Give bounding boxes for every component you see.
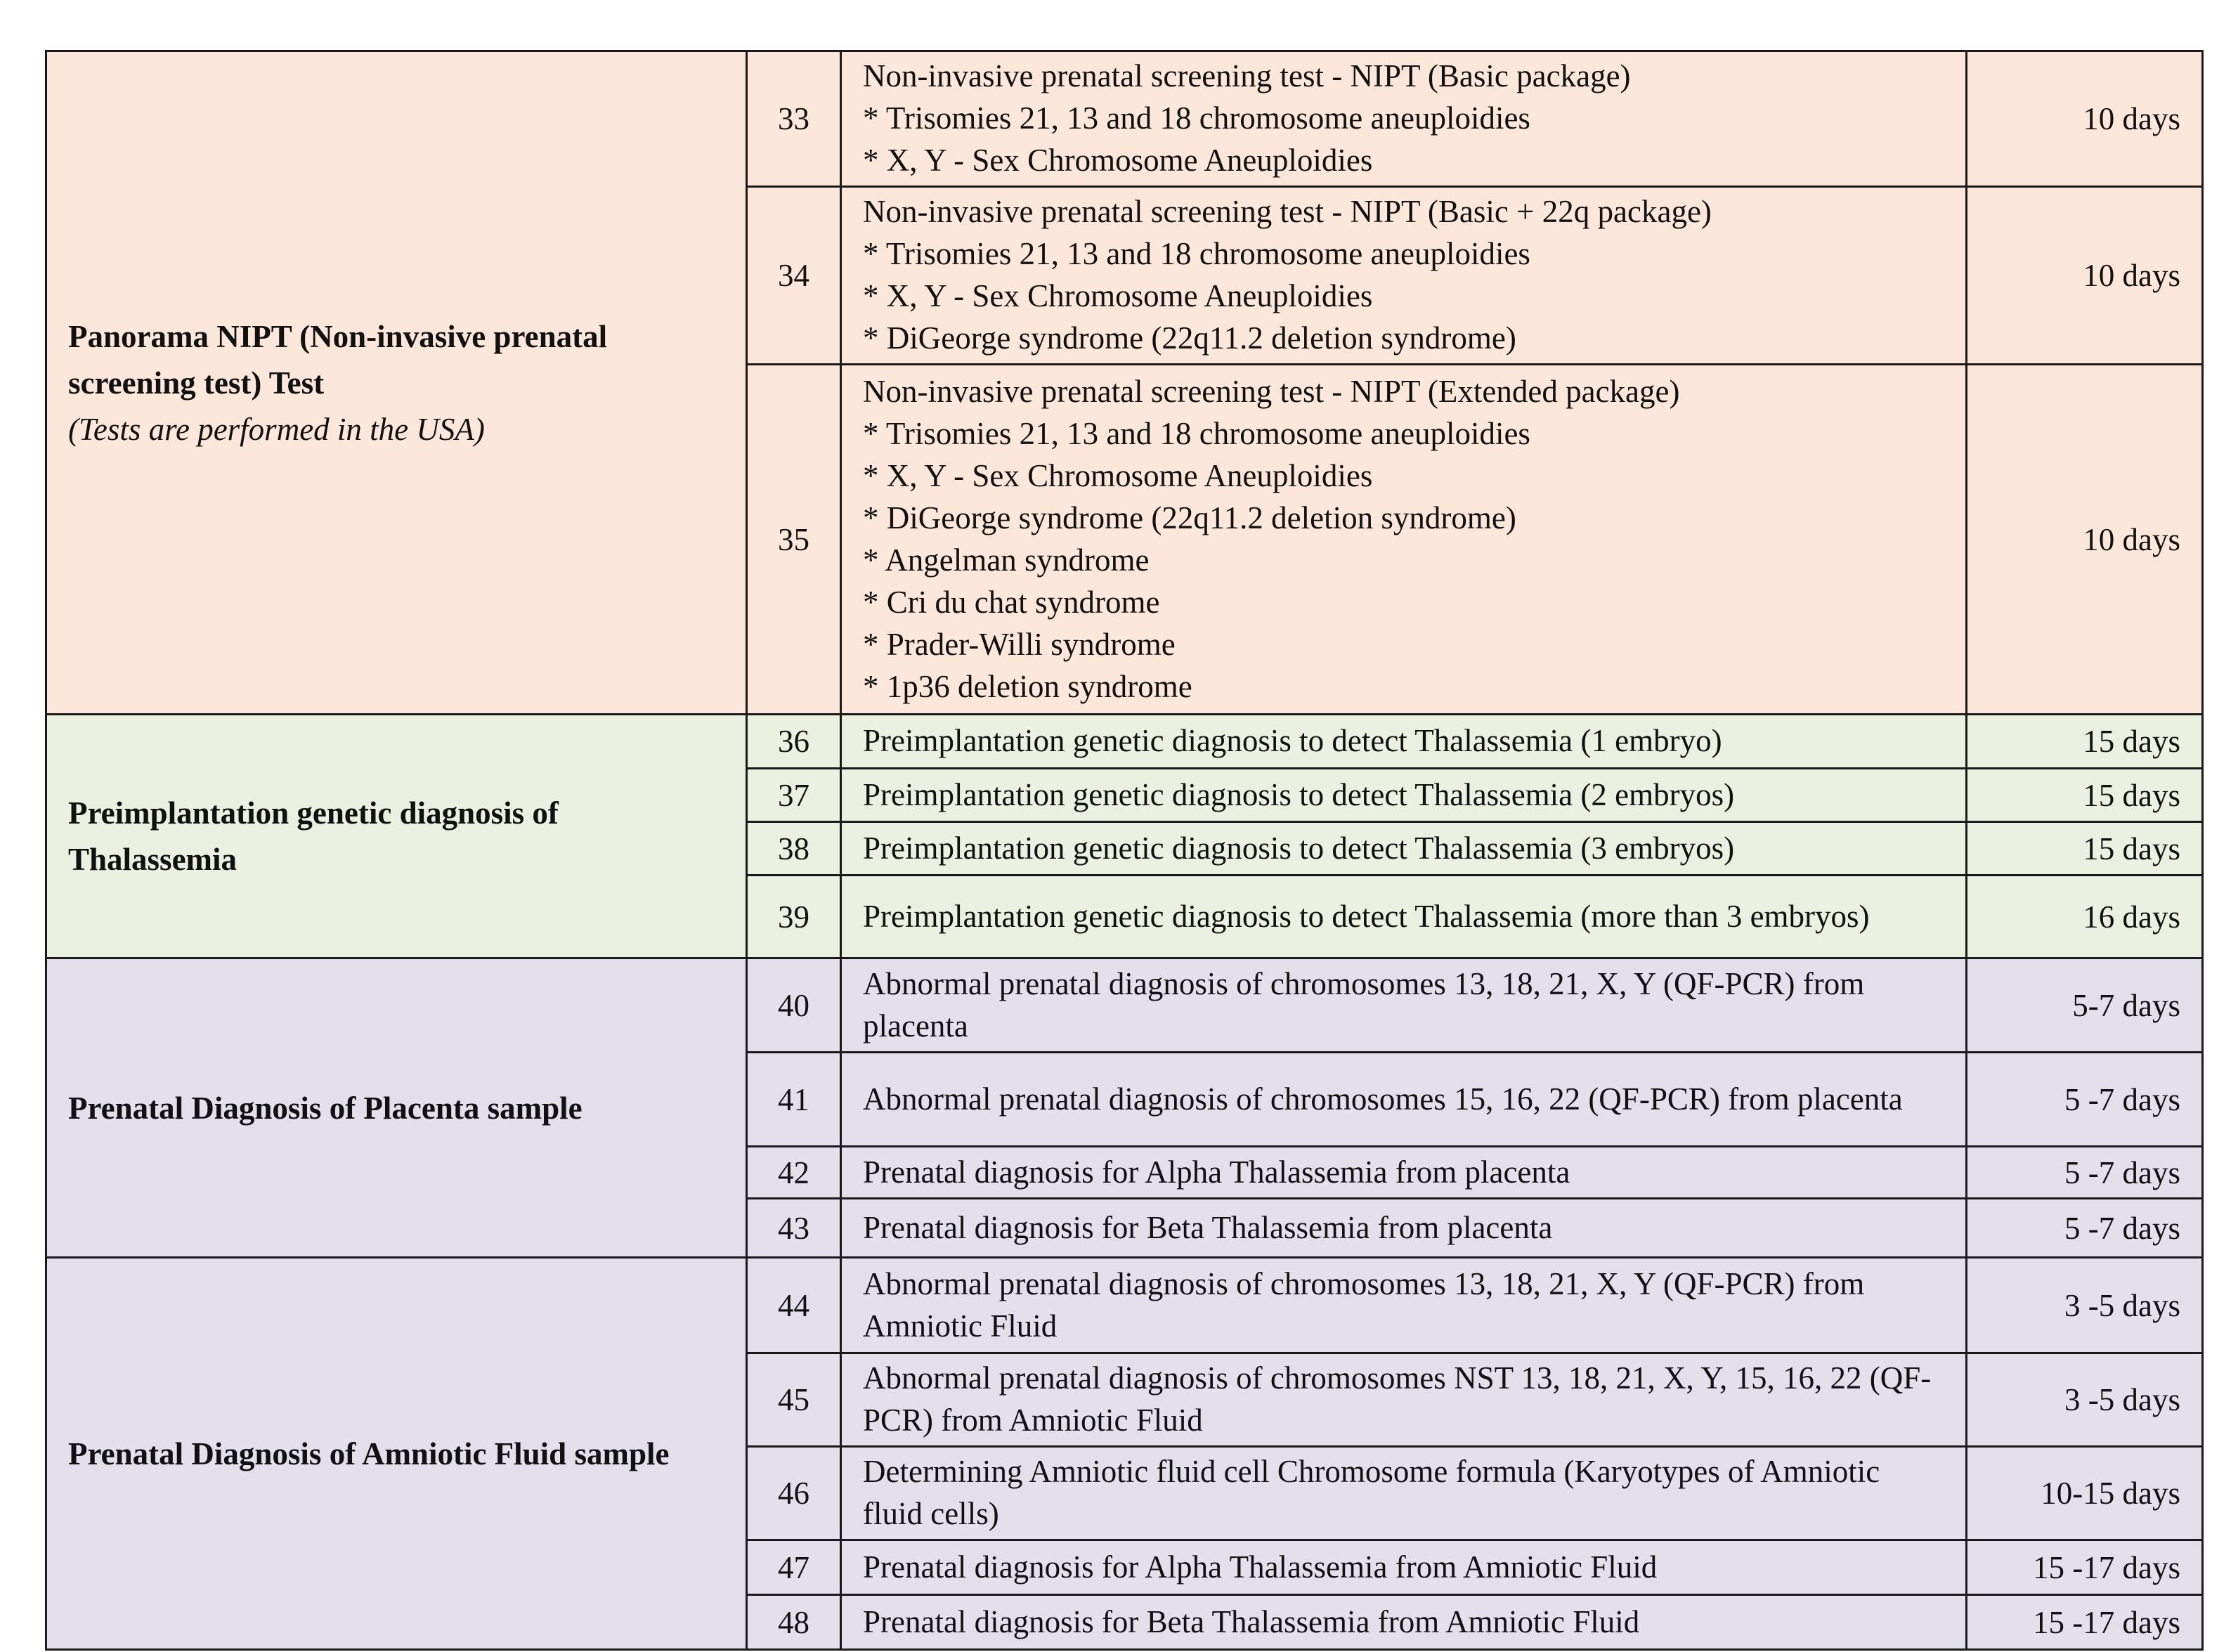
- turnaround-time: 10 days: [1967, 365, 2203, 715]
- description-line: Abnormal prenatal diagnosis of chromosomes NST 13, 18, 21, X, Y, 15, 16, 22 (QF-PCR) from Amniotic Fluid: [863, 1360, 1932, 1438]
- category-title: Preimplantation genetic diagnosis of Thalassemia: [68, 795, 559, 877]
- test-number: 47: [747, 1540, 841, 1595]
- test-number: 44: [747, 1258, 841, 1353]
- test-number: 43: [747, 1199, 841, 1258]
- description-line: Prenatal diagnosis for Beta Thalassemia from Amniotic Fluid: [863, 1604, 1640, 1639]
- test-number: 40: [747, 958, 841, 1053]
- category-title: Prenatal Diagnosis of Amniotic Fluid sample: [68, 1436, 670, 1471]
- test-description: [841, 1053, 1967, 1147]
- test-number: 46: [747, 1447, 841, 1540]
- description-line: Prenatal diagnosis for Beta Thalassemia from placenta: [863, 1209, 1553, 1245]
- turnaround-time: 5 -7 days: [1967, 1147, 2203, 1199]
- turnaround-time: 15 -17 days: [1967, 1595, 2203, 1650]
- description-line: * DiGeorge syndrome (22q11.2 deletion syndrome): [863, 500, 1516, 535]
- turnaround-time: 16 days: [1967, 876, 2203, 958]
- test-description: [841, 1147, 1967, 1199]
- description-line: * X, Y - Sex Chromosome Aneuploidies: [863, 143, 1373, 178]
- description-line: Non-invasive prenatal screening test - NIPT (Basic + 22q package): [863, 194, 1712, 229]
- description-line: Preimplantation genetic diagnosis to detect Thalassemia (1 embryo): [863, 723, 1722, 758]
- description-line: * Angelman syndrome: [863, 542, 1150, 578]
- test-price-table: [45, 50, 2204, 1651]
- description-line: * X, Y - Sex Chromosome Aneuploidies: [863, 457, 1373, 493]
- test-number: 42: [747, 1147, 841, 1199]
- test-number: 39: [747, 876, 841, 958]
- description-line: * Trisomies 21, 13 and 18 chromosome aneuploidies: [863, 236, 1530, 271]
- category-cell: [46, 958, 747, 1258]
- description-line: * Trisomies 21, 13 and 18 chromosome aneuploidies: [863, 415, 1530, 451]
- description-line: Non-invasive prenatal screening test - NIPT (Extended package): [863, 373, 1680, 409]
- test-description: [841, 769, 1967, 822]
- turnaround-time: 15 days: [1967, 769, 2203, 822]
- test-number: 34: [747, 187, 841, 365]
- description-line: Preimplantation genetic diagnosis to detect Thalassemia (more than 3 embryos): [863, 898, 1870, 934]
- description-line: * Prader-Willi syndrome: [863, 626, 1176, 662]
- description-line: * 1p36 deletion syndrome: [863, 668, 1192, 704]
- test-number: 48: [747, 1595, 841, 1650]
- test-description: [841, 365, 1967, 715]
- category-title: Panorama NIPT (Non-invasive prenatal screening test) Test: [68, 318, 608, 401]
- category-cell: [46, 1258, 747, 1650]
- test-description: [841, 187, 1967, 365]
- test-description: [841, 715, 1967, 769]
- description-line: Preimplantation genetic diagnosis to detect Thalassemia (3 embryos): [863, 830, 1735, 866]
- description-line: * X, Y - Sex Chromosome Aneuploidies: [863, 278, 1373, 313]
- test-number: 35: [747, 365, 841, 715]
- category-note: (Tests are performed in the USA): [68, 411, 485, 447]
- table-row: [46, 1258, 2203, 1353]
- test-description: [841, 876, 1967, 958]
- turnaround-time: 5-7 days: [1967, 958, 2203, 1053]
- turnaround-time: 10 days: [1967, 187, 2203, 365]
- turnaround-time: 15 days: [1967, 822, 2203, 876]
- description-line: Prenatal diagnosis for Alpha Thalassemia from placenta: [863, 1154, 1570, 1190]
- table-row: [46, 51, 2203, 187]
- test-description: [841, 1540, 1967, 1595]
- test-number: 37: [747, 769, 841, 822]
- test-description: [841, 1447, 1967, 1540]
- description-line: Abnormal prenatal diagnosis of chromosomes 13, 18, 21, X, Y (QF-PCR) from Amniotic Fluid: [863, 1266, 1865, 1344]
- turnaround-time: 5 -7 days: [1967, 1199, 2203, 1258]
- test-number: 33: [747, 51, 841, 187]
- description-line: * DiGeorge syndrome (22q11.2 deletion syndrome): [863, 320, 1516, 356]
- test-number: 36: [747, 715, 841, 769]
- test-description: [841, 958, 1967, 1053]
- description-line: * Trisomies 21, 13 and 18 chromosome aneuploidies: [863, 100, 1530, 136]
- category-cell: [46, 51, 747, 715]
- test-description: [841, 1595, 1967, 1650]
- description-line: Non-invasive prenatal screening test - NIPT (Basic package): [863, 58, 1631, 93]
- table-body: [46, 51, 2203, 1650]
- description-line: * Cri du chat syndrome: [863, 584, 1160, 620]
- description-line: Abnormal prenatal diagnosis of chromosomes 15, 16, 22 (QF-PCR) from placenta: [863, 1081, 1903, 1117]
- test-number: 45: [747, 1353, 841, 1447]
- turnaround-time: 3 -5 days: [1967, 1258, 2203, 1353]
- description-line: Abnormal prenatal diagnosis of chromosomes 13, 18, 21, X, Y (QF-PCR) from placenta: [863, 965, 1865, 1043]
- category-cell: [46, 715, 747, 958]
- test-description: [841, 51, 1967, 187]
- description-line: Determining Amniotic fluid cell Chromosome formula (Karyotypes of Amniotic fluid cells): [863, 1454, 1880, 1531]
- test-description: [841, 822, 1967, 876]
- description-line: Preimplantation genetic diagnosis to detect Thalassemia (2 embryos): [863, 776, 1735, 812]
- table-row: [46, 715, 2203, 769]
- turnaround-time: 10-15 days: [1967, 1447, 2203, 1540]
- turnaround-time: 15 days: [1967, 715, 2203, 769]
- description-line: Prenatal diagnosis for Alpha Thalassemia from Amniotic Fluid: [863, 1549, 1658, 1585]
- turnaround-time: 5 -7 days: [1967, 1053, 2203, 1147]
- table-row: [46, 958, 2203, 1053]
- turnaround-time: 15 -17 days: [1967, 1540, 2203, 1595]
- category-title: Prenatal Diagnosis of Placenta sample: [68, 1090, 583, 1126]
- test-description: [841, 1258, 1967, 1353]
- test-number: 38: [747, 822, 841, 876]
- turnaround-time: 3 -5 days: [1967, 1353, 2203, 1447]
- test-description: [841, 1353, 1967, 1447]
- test-number: 41: [747, 1053, 841, 1147]
- turnaround-time: 10 days: [1967, 51, 2203, 187]
- test-description: [841, 1199, 1967, 1258]
